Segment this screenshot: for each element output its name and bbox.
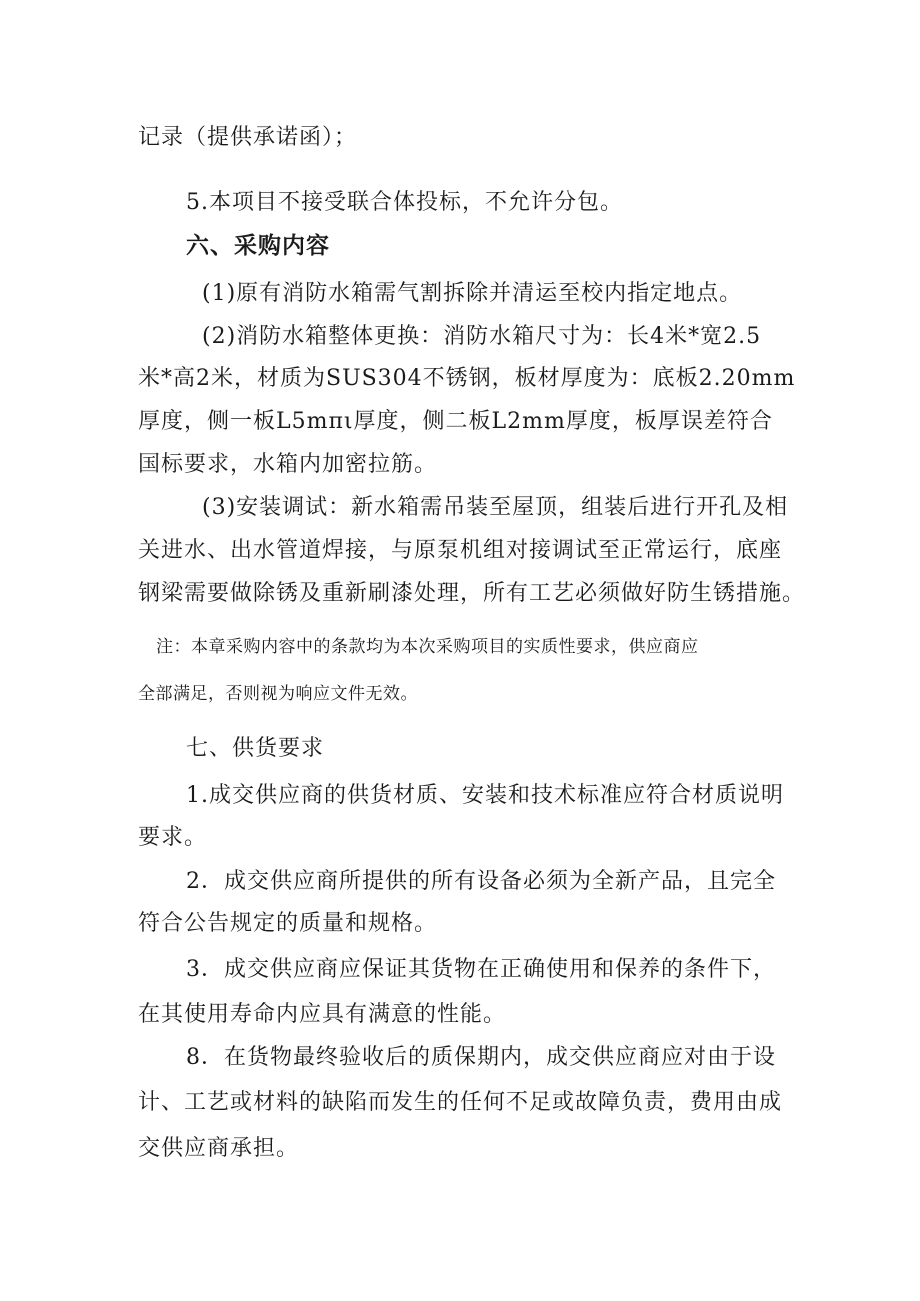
text-line-supply-8a: 8．在货物最终验收后的质保期内，成交供应商应对由于设 <box>186 1045 776 1070</box>
text-line-supply-3a: 3．成交供应商应保证其货物在正确使用和保养的条件下， <box>186 957 776 982</box>
text-line-supply-1b: 要求。 <box>138 825 208 850</box>
text-line-purchase-3a: (3)安装调试：新水箱需吊装至屋顶，组装后进行开孔及相 <box>202 495 789 520</box>
section-heading-supply-requirements: 七、供货要求 <box>186 736 325 761</box>
text-line-supply-2a: 2．成交供应商所提供的所有设备必须为全新产品，且完全 <box>186 869 776 894</box>
text-line-item-5: 5.本项目不接受联合体投标，不允许分包。 <box>186 190 623 215</box>
text-line-supply-1a: 1.成交供应商的供货材质、安装和技术标准应符合材质说明 <box>186 783 784 808</box>
section-heading-purchase-content: 六、采购内容 <box>186 233 330 259</box>
text-line-purchase-2b: 米*高2米，材质为SUS304不锈钢，板材厚度为：底板2.20mm <box>138 366 796 391</box>
text-line-purchase-2c: 厚度，侧一板L5mπι厚度，侧二板L2mm厚度，板厚误差符合 <box>138 409 773 434</box>
text-line-supply-8b: 计、工艺或材料的缺陷而发生的任何不足或故障负责，费用由成 <box>138 1090 783 1115</box>
text-line-purchase-2d: 国标要求，水箱内加密拉筋。 <box>138 452 438 477</box>
text-line-purchase-2a: (2)消防水箱整体更换：消防水箱尺寸为：长4米*宽2.5 <box>202 324 762 349</box>
text-line-purchase-3b: 关进水、出水管道焊接，与原泵机组对接调试至正常运行，底座 <box>138 538 783 563</box>
note-line-1: 注：本章采购内容中的条款均为本次采购项目的实质性要求，供应商应 <box>156 637 699 657</box>
text-line-purchase-1: (1)原有消防水箱需气割拆除并清运至校内指定地点。 <box>202 281 743 306</box>
text-line-supply-3b: 在其使用寿命内应具有满意的性能。 <box>138 1002 507 1027</box>
text-line-supply-2b: 符合公告规定的质量和规格。 <box>138 911 438 936</box>
text-line-commitment: 记录（提供承诺函）； <box>138 125 358 150</box>
note-line-2: 全部满足，否则视为响应文件无效。 <box>138 684 418 704</box>
text-line-purchase-3c: 钢梁需要做除锈及重新刷漆处理，所有工艺必须做好防生锈措施。 <box>138 581 806 606</box>
text-line-supply-8c: 交供应商承担。 <box>138 1136 300 1161</box>
